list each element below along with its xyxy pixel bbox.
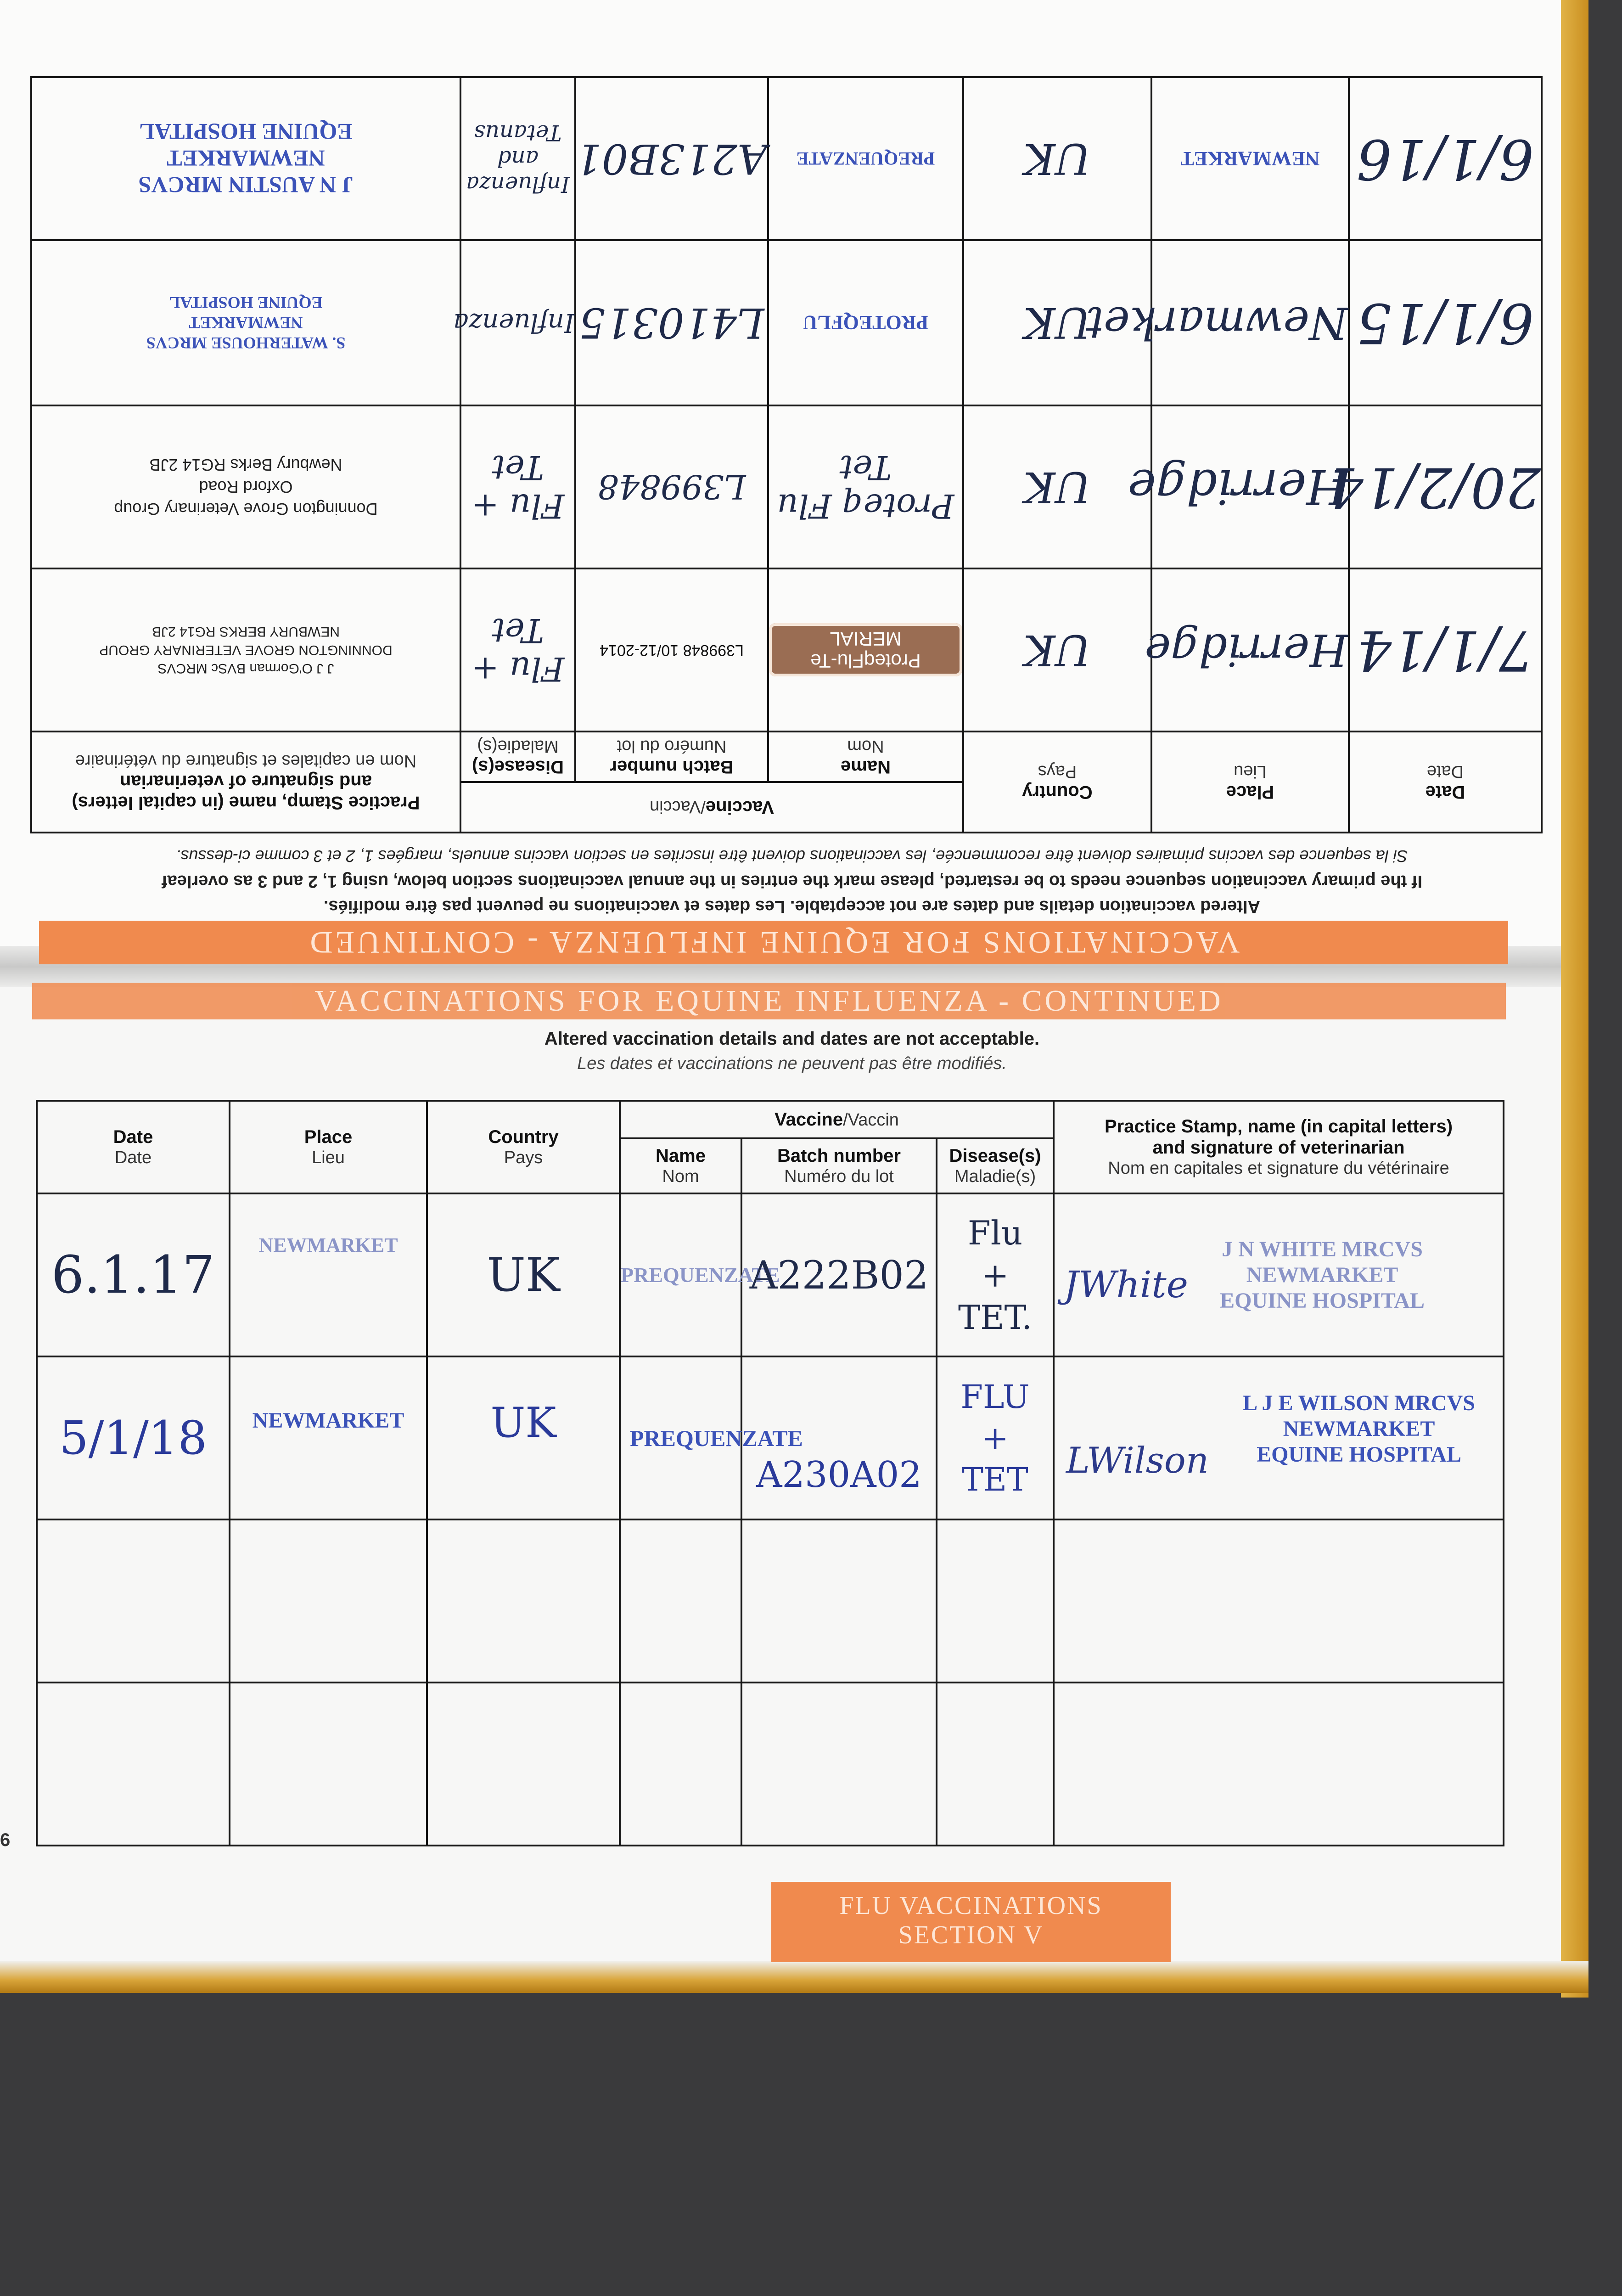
vet-signature: JWhite <box>1064 1263 1188 1306</box>
top-col-place: Place Lieu <box>1151 732 1349 833</box>
binder-bottom-edge <box>0 1961 1588 1993</box>
top-col-disease: Disease(s) Maladie(s) <box>460 732 575 782</box>
table-row-empty <box>37 1519 1504 1683</box>
section-footer-tab: FLU VACCINATIONS SECTION V <box>771 1882 1171 1962</box>
row-vaccine-name: PREQUENZATE <box>620 1193 741 1356</box>
table-row <box>37 1356 1504 1519</box>
top-notice-3: Si la sequence des vaccins primaires doivent être recommencée, les vaccinations doivent être inscrites en section vaccins annuels, margées 1, 2 et 3 comme ci-dessus. <box>176 847 1408 866</box>
row-vaccine-name: PREQUENZATE <box>620 1356 741 1519</box>
page-mark: 6 <box>0 1830 11 1850</box>
col-vaccine: Vaccine/Vaccin <box>620 1101 1054 1138</box>
top-col-stamp: Practice Stamp, name (in capital letters) and signature of veterinarian Nom en capitales et signature du vétérinaire <box>31 732 460 833</box>
row-disease: FLU + TET <box>937 1356 1054 1519</box>
practice-stamp: S. WATERHOUSE MRCVS NEWMARKET EQUINE HOSPITAL <box>31 240 460 405</box>
practice-stamp: Donnington Grove Veterinary Group Oxford Road Newbury Berks RG14 2JB <box>31 405 460 568</box>
row-disease: Flu + TET. <box>937 1193 1054 1356</box>
row-batch: A222B02 <box>741 1193 937 1356</box>
top-vaccination-table <box>30 76 1543 833</box>
row-date: 6.1.17 <box>37 1193 230 1356</box>
top-col-country: Country Pays <box>963 732 1151 833</box>
col-place: Place Lieu <box>230 1101 427 1193</box>
table-row: 7/1/14 Herridge UK ProteqFlu-Te MERIAL L399848 10/12-2014 Flu + Tet J J O'Gorman BVSc MRCVS DONNINGTON GROVE VETERINARY GROUP NEWBURY BERKS RG14 2JB <box>31 568 1542 732</box>
table-row: 6/1/16 NEWMARKET UK PREQUENZATE A213B01 Influenza and Tetanus J N AUSTIN MRCVS NEWMARKET EQUINE HOSPITAL <box>31 77 1542 240</box>
col-stamp: Practice Stamp, name (in capital letters) and signature of veterinarian Nom en capitales et signature du vétérinaire <box>1054 1101 1504 1193</box>
top-section-banner: VACCINATIONS FOR EQUINE INFLUENZA - CONTINUED <box>39 921 1508 964</box>
col-batch: Batch number Numéro du lot <box>741 1138 937 1193</box>
section-banner: VACCINATIONS FOR EQUINE INFLUENZA - CONTINUED <box>32 983 1506 1019</box>
col-date: Date Date <box>37 1101 230 1193</box>
row-date: 5/1/18 <box>37 1356 230 1519</box>
practice-stamp: J J O'Gorman BVSc MRCVS DONNINGTON GROVE VETERINARY GROUP NEWBURY BERKS RG14 2JB <box>31 568 460 732</box>
row-place: NEWMARKET <box>230 1193 427 1356</box>
col-name: Name Nom <box>620 1138 741 1193</box>
table-row <box>37 1193 1504 1356</box>
vaccine-sticker: ProteqFlu-Te MERIAL <box>769 624 962 677</box>
notice-en: Altered vaccination details and dates are not acceptable. <box>544 1029 1040 1049</box>
top-notice-2: If the primary vaccination sequence needs to be restarted, please mark the entries in the annual vaccinations section below, using 1, 2 and 3 as overleaf <box>161 872 1423 891</box>
row-batch: A230A02 <box>741 1356 937 1519</box>
practice-stamp: JWhite J N WHITE MRCVS NEWMARKET EQUINE HOSPITAL <box>1054 1193 1504 1356</box>
practice-stamp: J N AUSTIN MRCVS NEWMARKET EQUINE HOSPITAL <box>31 77 460 240</box>
top-notice-1: Altered vaccination details and dates are not acceptable. Les dates et vaccinations ne peuvent pas être modifiés. <box>323 897 1261 916</box>
top-col-batch: Batch number Numéro du lot <box>575 732 768 782</box>
top-col-date: Date Date <box>1349 732 1542 833</box>
table-row-empty <box>37 1683 1504 1846</box>
col-country: Country Pays <box>427 1101 620 1193</box>
row-country: UK <box>427 1356 620 1519</box>
table-row: 20/2/14 Herridge UK Proteq Flu Tet L399848 Flu + Tet Donnington Grove Veterinary Group Oxford Road Newbury Berks RG14 2JB <box>31 405 1542 568</box>
vaccination-table <box>36 1100 1504 1846</box>
vet-signature: LWilson <box>1066 1440 1209 1481</box>
practice-stamp: LWilson L J E WILSON MRCVS NEWMARKET EQUINE HOSPITAL <box>1054 1356 1504 1519</box>
upside-down-page <box>0 0 1584 964</box>
table-row: 6/1/15 Newmarket UK PROTEQFLU L410315 Influenza S. WATERHOUSE MRCVS NEWMARKET EQUINE HOSPITAL <box>31 240 1542 405</box>
top-col-vaccine: Vaccine/Vaccin <box>460 782 963 833</box>
col-disease: Disease(s) Maladie(s) <box>937 1138 1054 1193</box>
row-place: NEWMARKET <box>230 1356 427 1519</box>
top-col-name: Name Nom <box>768 732 963 782</box>
notice-fr: Les dates et vaccinations ne peuvent pas être modifiés. <box>577 1054 1007 1073</box>
row-country: UK <box>427 1193 620 1356</box>
